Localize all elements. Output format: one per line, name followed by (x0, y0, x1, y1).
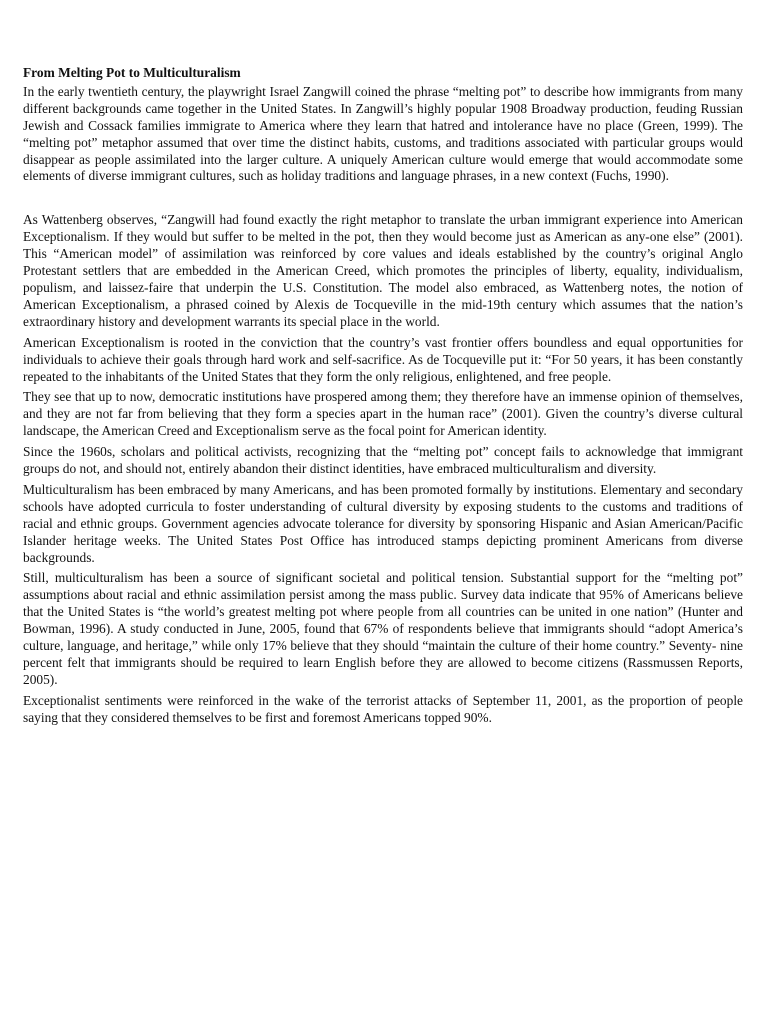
paragraph-american-exceptionalism: American Exceptionalism is rooted in the conviction that the country’s vast frontier offers boundless and equal opportunities for individuals to achieve their goals through hard work and self-sacrifice. As de Tocqueville put it: “For 50 years, it has been constantly repeated to the inhabitants of the United States that they form the only religious, enlightened, and free people. (23, 334, 743, 384)
paragraph-melting-pot-origin: In the early twentieth century, the playwright Israel Zangwill coined the phrase “melting pot” to describe how immigrants from many different backgrounds came together in the United States. In Zangwill’s highly popular 1908 Broadway production, feuding Russian Jewish and Cossack families immigrate to America where they learn that hatred and intolerance have no place (Green, 1999). The “melting pot” metaphor assumed that over time the distinct habits, customs, and traditions associated with particular groups would disappear as people assimilated into the larger culture. A uniquely American culture would emerge that would accommodate some elements of diverse immigrant cultures, such as holiday traditions and language phrases, in a new context (Fuchs, 1990). (23, 83, 743, 184)
paragraph-wattenberg: As Wattenberg observes, “Zangwill had found exactly the right metaphor to translate the urban immigrant experience into American Exceptionalism. If they would but suffer to be melted in the pot, then they would become just as American as any-one else” (2001). This “American model” of assimilation was reinforced by core values and ideals established by the country’s original Anglo Protestant settlers that are embedded in the American Creed, which promotes the principles of liberty, equality, individualism, populism, and laissez-faire that underpin the U.S. Constitution. The model also embraced, as Wattenberg notes, the notion of American Exceptionalism, a phrased coined by Alexis de Tocqueville in the mid-19th century which assumes that the nation’s extraordinary history and development warrants its special place in the world. (23, 212, 743, 329)
paragraph-multiculturalism-embraced: Multiculturalism has been embraced by many Americans, and has been promoted formally by institutions. Elementary and secondary schools have adopted curricula to foster understanding of cultural diversity by exposing students to the customs and traditions of racial and ethnic groups. Government agencies advocate tolerance for diversity by sponsoring Hispanic and Asian American/Pacific Islander heritage weeks. The United States Post Office has introduced stamps depicting prominent Americans from diverse backgrounds. (23, 481, 743, 565)
section-title: From Melting Pot to Multiculturalism (23, 65, 241, 80)
document-page (23, 60, 743, 731)
paragraph-democratic-institutions: They see that up to now, democratic institutions have prospered among them; they therefore have an immense opinion of themselves, and they are not far from believing that they form a species apart in the human race” (2001). Given the country’s diverse cultural landscape, the American Creed and Exceptionalism serve as the focal point for American identity. (23, 389, 743, 439)
paragraph-since-1960s: Since the 1960s, scholars and political activists, recognizing that the “melting pot” concept fails to acknowledge that immigrant groups do not, and should not, entirely abandon their distinct identities, have embraced multiculturalism and diversity. (23, 444, 743, 477)
paragraph-societal-tension: Still, multiculturalism has been a source of significant societal and political tension. Substantial support for the “melting pot” assumptions about racial and ethnic assimilation persist among the mass public. Survey data indicate that 95% of Americans believe that the United States is “the world’s greatest melting pot where people from all countries can be united in one nation” (Hunter and Bowman, 1996). A study conducted in June, 2005, found that 67% of respondents believe that immigrants should “adopt America’s culture, language, and heritage,” while only 17% believe that they should “maintain the culture of their home country.” Seventy- nine percent felt that immigrants should be required to learn English before they are allowed to become citizens (Rassmussen Reports, 2005). (23, 570, 743, 687)
paragraph-exceptionalist-sentiments: Exceptionalist sentiments were reinforced in the wake of the terrorist attacks of September 11, 2001, as the proportion of people saying that they considered themselves to be first and foremost Americans topped 90%. (23, 692, 743, 725)
